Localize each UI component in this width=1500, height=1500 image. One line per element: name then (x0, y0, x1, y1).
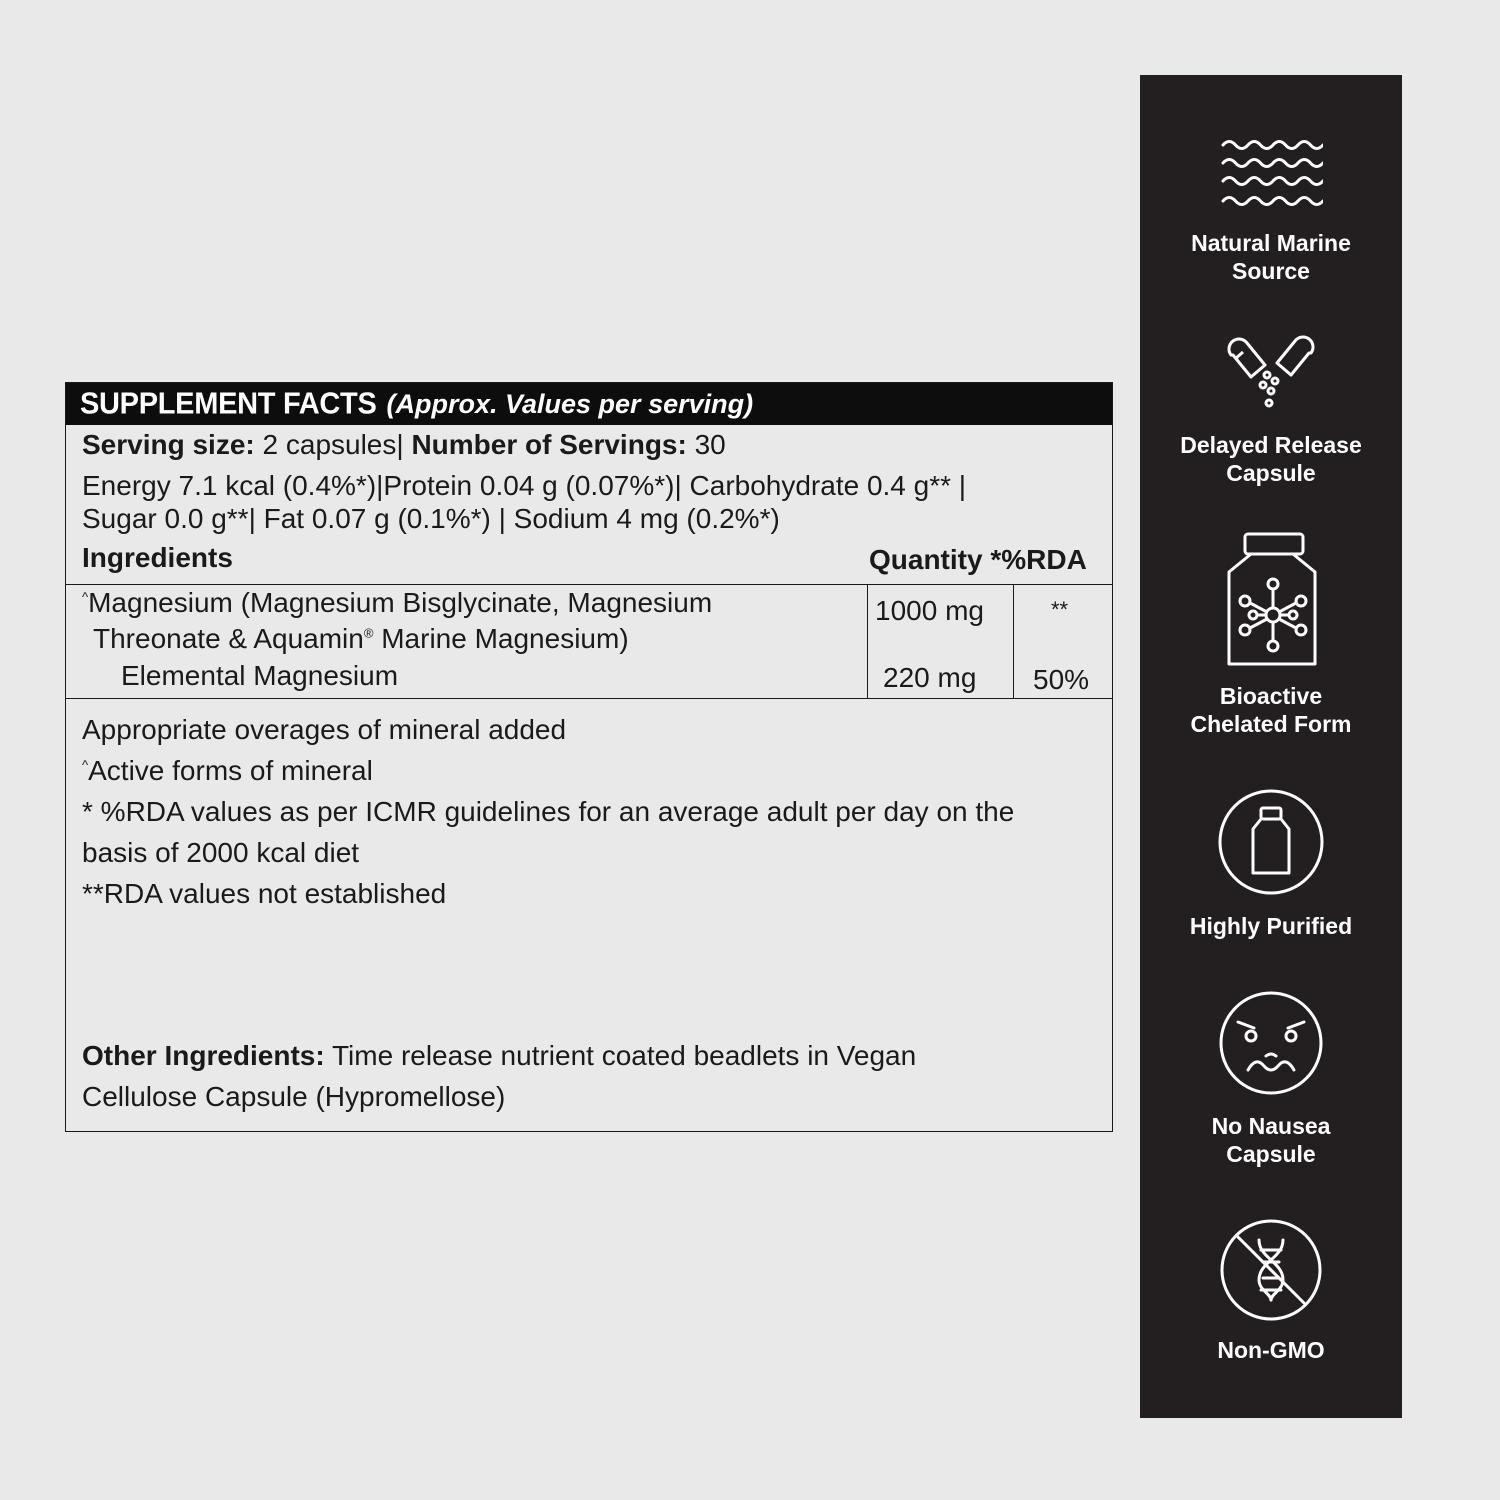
facts-title: SUPPLEMENT FACTS (80, 386, 377, 421)
nutrition-summary (82, 469, 966, 535)
footnote: basis of 2000 kcal diet (82, 837, 360, 868)
feature-label: Natural Marine Source (1191, 230, 1351, 284)
feature-label: Highly Purified (1189, 913, 1353, 939)
ingredient-name-cont: Threonate & Aquamin® Marine Magnesium) (93, 623, 629, 654)
ingredient-name: ^Magnesium (Magnesium Bisglycinate, Magnesium (82, 587, 713, 618)
facts-header (66, 383, 1112, 425)
table-divider (66, 698, 1112, 699)
ingredient-quantity: 1000 mg (875, 595, 984, 626)
serving-info (82, 429, 726, 461)
no-dna-icon (1219, 1218, 1323, 1322)
footnote: Appropriate overages of mineral added (82, 714, 567, 745)
column-divider (1013, 584, 1014, 698)
feature-label: Non-GMO (1217, 1337, 1325, 1363)
features-sidebar (1140, 75, 1402, 1418)
column-divider (867, 584, 868, 698)
nutrition-line: Energy 7.1 kcal (0.4%*)|Protein 0.04 g (0.07%*)| Carbohydrate 0.4 g** | (82, 470, 967, 501)
footnote: ^Active forms of mineral (82, 755, 373, 786)
other-ingredients-label: Other Ingredients: (82, 1040, 325, 1071)
feature-no-nausea (1140, 990, 1402, 1168)
sub-ingredient-quantity: 220 mg (883, 662, 977, 693)
nausea-face-icon (1218, 990, 1324, 1096)
nutrition-line: Sugar 0.0 g**| Fat 0.07 g (0.1%*) | Sodium 4 mg (0.2%*) (82, 503, 780, 534)
caret-mark: ^ (82, 589, 89, 605)
waves-icon (1219, 135, 1323, 215)
registered-mark: ® (363, 625, 374, 641)
open-capsule-icon (1223, 333, 1319, 413)
servings-value: 30 (686, 429, 726, 460)
feature-highly-purified (1140, 788, 1402, 940)
molecule-jar-icon (1221, 532, 1321, 666)
feature-non-gmo (1140, 1218, 1402, 1364)
serving-size-label: Serving size: (82, 429, 255, 460)
feature-natural-marine (1140, 135, 1402, 285)
feature-delayed-release (1140, 333, 1402, 487)
footnote: * %RDA values as per ICMR guidelines for an average adult per day on the (82, 796, 1015, 827)
supplement-facts-panel (65, 382, 1113, 1132)
bottle-circle-icon (1217, 788, 1325, 896)
feature-bioactive (1140, 532, 1402, 738)
sub-ingredient-name: Elemental Magnesium (121, 660, 399, 691)
feature-label: No Nausea Capsule (1211, 1113, 1331, 1167)
servings-label: Number of Servings: (411, 429, 687, 460)
serving-size-value: 2 capsules| (254, 429, 412, 460)
ingredients-header: Ingredients (82, 542, 233, 573)
table-divider (66, 584, 1112, 585)
other-ingredients: Other Ingredients: Time release nutrient coated beadlets in Vegan Cellulose Capsule (Hypromellose) (82, 1040, 917, 1112)
feature-label: Delayed Release Capsule (1180, 432, 1362, 486)
facts-subtitle: (Approx. Values per serving) (386, 388, 754, 419)
ingredient-rda: ** (1051, 597, 1069, 622)
sub-ingredient-rda: 50% (1033, 664, 1090, 695)
footnotes (82, 709, 1014, 914)
footnote: **RDA values not established (82, 878, 447, 909)
quantity-rda-header: Quantity *%RDA (869, 544, 1087, 575)
feature-label: Bioactive Chelated Form (1190, 683, 1352, 737)
